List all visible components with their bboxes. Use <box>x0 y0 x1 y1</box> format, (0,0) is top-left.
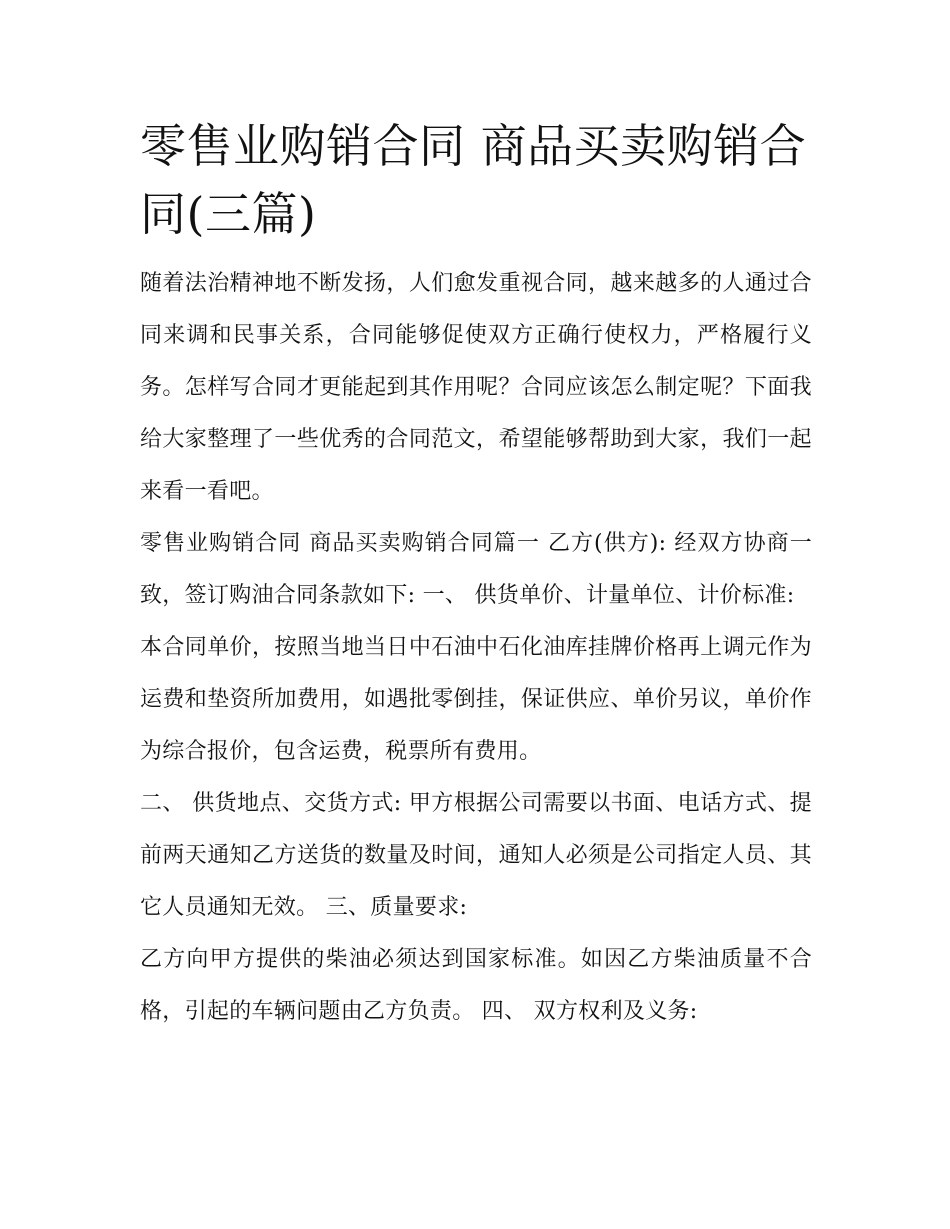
paragraph-quality: 乙方向甲方提供的柴油必须达到国家标准。如因乙方柴油质量不合格，引起的车辆问题由乙方负责。 四、 双方权利及义务: <box>140 947 812 1024</box>
document-body <box>140 258 812 1038</box>
paragraph-unit-price: 本合同单价，按照当地当日中石油中石化油库挂牌价格再上调元作为运费和垫资所加费用，如遇批零倒挂，保证供应、单价另议，单价作为综合报价，包含运费，税票所有费用。 <box>140 635 812 764</box>
document-title: 零售业购销合同 商品买卖购销合同(三篇) <box>140 119 807 241</box>
document-page <box>140 112 812 1038</box>
paragraph-contract-heading: 零售业购销合同 商品买卖购销合同篇一 乙方(供方): 经双方协商一致，签订购油合同条款如下: 一、 供货单价、计量单位、计价标准: <box>140 531 812 608</box>
paragraph-delivery: 二、 供货地点、交货方式: 甲方根据公司需要以书面、电话方式、提前两天通知乙方送货的数量及时间，通知人必须是公司指定人员、其它人员通知无效。 三、质量要求: <box>140 791 812 920</box>
paragraph-intro: 随着法治精神地不断发扬，人们愈发重视合同，越来越多的人通过合同来调和民事关系，合同能够促使双方正确行使权力，严格履行义务。怎样写合同才更能起到其作用呢？合同应该怎么制定呢？下面我给大家整理了一些优秀的合同范文，希望能够帮助到大家，我们一起来看一看吧。 <box>140 271 812 504</box>
